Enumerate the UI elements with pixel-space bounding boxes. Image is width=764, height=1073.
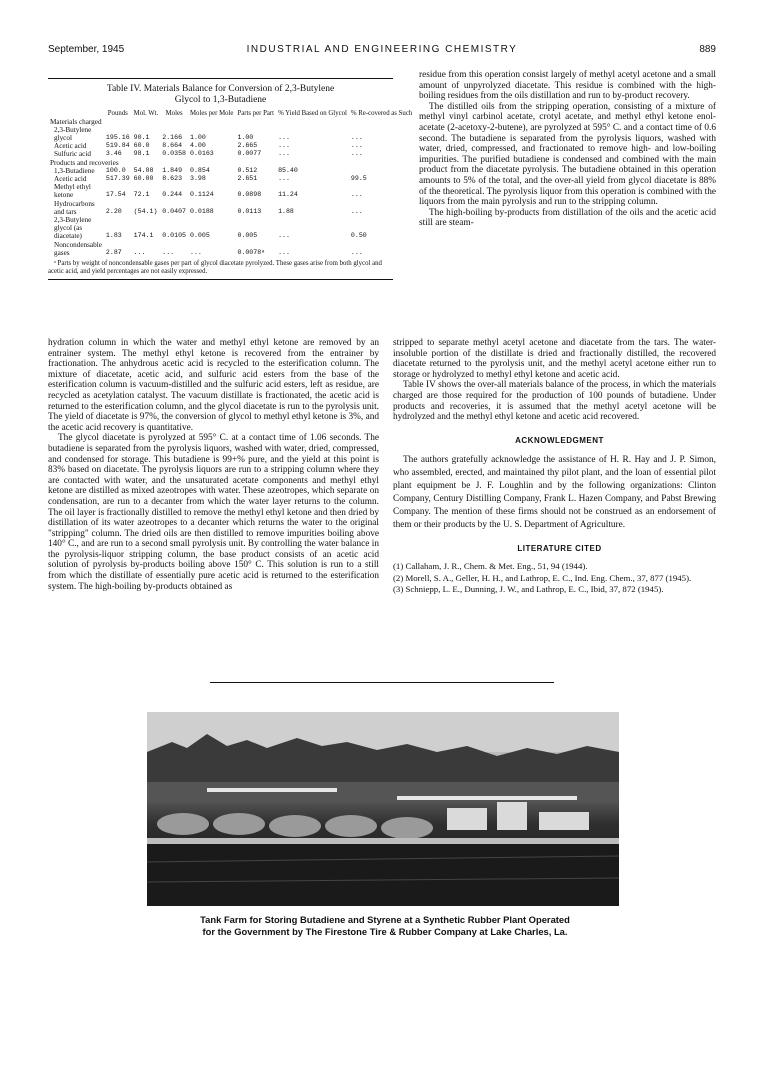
table-cell: ... bbox=[278, 175, 290, 183]
row-label: Sulfuric acid bbox=[54, 150, 91, 159]
table-cell: 8.623 bbox=[162, 175, 183, 183]
table-cell: 2.166 bbox=[162, 134, 183, 141]
table-cell: 0.0898 bbox=[237, 191, 262, 199]
paragraph: stripped to separate methyl acetyl acetone and diacetate from the tars. The water-insoluble portion of the distillate is dried and fractionally distilled, the recovered diacetate returned to the pyrolysis unit, and the methyl acetyl acetone either run to storage or hydrolyzed to methyl ethyl ketone and acetic acid. bbox=[393, 338, 716, 380]
header-cell-blank bbox=[48, 110, 104, 118]
table-row bbox=[48, 167, 414, 175]
paragraph: hydration column in which the water and methyl ethyl ketone are removed by an entrainer system. The methyl ethyl ketone is recovered from the entrainer by fractionation. The anhydrous acetic acid is recycled to the esterification column. The mixture of diacetate, acetic acid, and sulfuric acid esters from the base of the esterification column is vacuum-distilled and the sulfuric acid esters, left as residue, are recycled as acetylation catalyst. The vacuum distillate is fractionated, the acetic acid is returned to the esterification column, and the glycol diacetate is run to the pyrolysis unit. The yield of diacetate is 97%, the conversion of glycol to methyl ethyl ketone is 3%, and the acetic acid recovery is quantitative. bbox=[48, 338, 379, 433]
photo-caption bbox=[120, 914, 650, 938]
table-row bbox=[48, 142, 414, 150]
row-label: 1,3-Butadiene bbox=[54, 166, 95, 175]
table-top-rule bbox=[48, 78, 393, 79]
table-cell: 1.00 bbox=[237, 134, 254, 141]
table-caption bbox=[48, 84, 393, 106]
table-cell: 0.0105 bbox=[162, 232, 187, 240]
table-cell: 517.39 bbox=[105, 175, 130, 183]
table-cell bbox=[349, 167, 414, 175]
table-header-row bbox=[48, 110, 414, 118]
table-cell: ... bbox=[350, 134, 363, 141]
header-date: September, 1945 bbox=[48, 44, 125, 55]
table-cell: 2.651 bbox=[237, 175, 258, 183]
table-cell: 0.1124 bbox=[190, 191, 214, 199]
header-page-number: 889 bbox=[699, 44, 716, 55]
table-cell: 11.24 bbox=[278, 191, 298, 199]
section-title: Materials charged bbox=[50, 117, 102, 126]
paragraph: residue from this operation consist largely of methyl acetyl acetone and a small amount of unpyrolyzed diacetate. This residue is combined with the high-boiling residues from the oils distillation and run to by-product recovery. bbox=[419, 70, 716, 102]
table-cell: 90.1 bbox=[133, 134, 150, 141]
table-cell: 60.00 bbox=[133, 175, 154, 183]
table-cell: ... bbox=[278, 150, 290, 158]
table-row bbox=[48, 241, 414, 257]
table-caption-line1: Table IV. Materials Balance for Conversion of 2,3-Butylene bbox=[106, 84, 335, 94]
table-body bbox=[48, 118, 414, 257]
table-cell: 72.1 bbox=[133, 191, 150, 199]
photo-caption-line1: Tank Farm for Storing Butadiene and Styrene at a Synthetic Rubber Plant Operated bbox=[200, 914, 570, 925]
table-cell: 195.16 bbox=[105, 134, 130, 141]
reference-list bbox=[393, 561, 716, 596]
table-footnote: ᵃ Parts by weight of noncondensable gases per part of glycol diacetate pyrolyzed. These gases arise from both glycol and acetic acid, and yield percentages are not easily expressed. bbox=[48, 260, 382, 276]
table-cell: ... bbox=[350, 150, 363, 158]
table-cell: 8.664 bbox=[162, 142, 183, 150]
table-cell: 0.005 bbox=[237, 232, 258, 240]
table-cell: 0.244 bbox=[162, 191, 183, 199]
table-cell: ... bbox=[350, 248, 363, 256]
table-cell: ... bbox=[133, 248, 146, 256]
table-cell: ... bbox=[350, 142, 363, 150]
table-section-row bbox=[48, 159, 414, 167]
table-cell: 54.08 bbox=[133, 166, 154, 174]
row-label: Noncondensable gases bbox=[54, 240, 102, 257]
table-cell: ... bbox=[278, 232, 290, 240]
header-cell: Moles per Mole bbox=[190, 110, 234, 117]
table-section-row bbox=[48, 118, 414, 126]
table-cell: 0.0078ᵃ bbox=[237, 248, 266, 256]
table-row bbox=[48, 175, 414, 183]
table-row bbox=[48, 200, 414, 216]
table-cell: 2.20 bbox=[105, 207, 122, 215]
table-cell: ... bbox=[350, 191, 363, 199]
table-cell: ... bbox=[162, 248, 175, 256]
section-title: Products and recoveries bbox=[50, 158, 119, 167]
table-cell: 1.88 bbox=[278, 207, 294, 215]
table-cell: 85.40 bbox=[278, 166, 298, 174]
table-row bbox=[48, 150, 414, 158]
table-cell: 2.665 bbox=[237, 142, 258, 150]
table-cell: 100.0 bbox=[105, 166, 126, 174]
table-cell: (54.1) bbox=[133, 207, 158, 215]
table-cell: 0.0188 bbox=[190, 207, 214, 215]
reference-item: (1) Callaham, J. R., Chem. & Met. Eng., 51, 94 (1944). bbox=[393, 560, 588, 571]
header-cell: Pounds bbox=[107, 110, 128, 117]
running-header bbox=[48, 44, 716, 58]
table-cell: 99.5 bbox=[350, 175, 367, 183]
row-label: Acetic acid bbox=[54, 175, 87, 184]
table-cell: 0.0407 bbox=[162, 207, 187, 215]
table-cell: 1.83 bbox=[105, 232, 122, 240]
table-cell: 3.46 bbox=[105, 150, 122, 158]
acknowledgment-text: The authors gratefully acknowledge the assistance of H. R. Hay and J. P. Simon, who assembled, erected, and maintained thy pilot plant, and the loan of essential pilot plant equipment be J. F. Loughlin and by the following organizations: Clinton Company, Century Distilling Company, Frank L. Hazen Company, and Pabst Brewing Company. The mention of these firms should not be construed as an endorsement of them or their products by the U. S. Department of Agriculture. bbox=[393, 455, 716, 531]
table-cell: 17.54 bbox=[105, 191, 126, 199]
table-cell: 1.00 bbox=[190, 134, 206, 141]
table-iv bbox=[48, 78, 413, 280]
table-cell: 0.0358 bbox=[162, 150, 187, 158]
reference-item: (3) Schniepp, L. E., Dunning, J. W., and Lathrop, E. C., Ibid, 37, 872 (1945). bbox=[393, 584, 664, 595]
acknowledgment-heading: ACKNOWLEDGMENT bbox=[515, 435, 604, 445]
table-cell: 1.849 bbox=[162, 166, 183, 174]
table-cell: ... bbox=[278, 142, 290, 150]
table-cell: 3.98 bbox=[190, 175, 206, 183]
paragraph: The glycol diacetate is pyrolyzed at 595° C. at a contact time of 1.06 seconds. The butadiene is separated from the pyrolysis liquors, washed with water, dried, compressed, and condensed for storage. This butadiene is 99+% pure, and the yield at this point is 83% based on diacetate. The pyrolysis liquors are run to a stripping column where they are contacted with water, and the unsaturated acetate components and methyl ethyl ketone are distilled as mixed azeotropes with water. These azeotropes, which separate on condensation, are run to a decanter from which the water layer returns to the column. The oil layer is fractionally distilled to remove the methyl ethyl ketone and then dried by distillation of its water azeotropes to a decanter which returns the water to the original "stripping" column. The dried oils are then distilled to remove impurities boiling above 140° C., and are run to a second small pyrolysis unit. By controlling the water balance in the pyrolysis-liquor stripping column, the base product consists of an acetic acid solution of pyrolysis by-products boiling above 150° C. This solution is run to a still from which the distillate of essentially pure acetic acid is returned to the esterification system. The high-boiling by-products obtained as bbox=[48, 433, 379, 592]
table-cell: 0.0077 bbox=[237, 150, 262, 158]
table-row bbox=[48, 126, 414, 142]
right-column-body bbox=[393, 338, 716, 596]
row-label: 2,3-Butylene glycol bbox=[54, 125, 92, 142]
table-cell: 0.005 bbox=[190, 232, 210, 240]
table-caption-line2: Glycol to 1,3-Butadiene bbox=[174, 95, 267, 105]
table-cell: 60.0 bbox=[133, 142, 150, 150]
paragraph: Table IV shows the over-all materials balance of the process, in which the materials charged are those required for the production of 100 pounds of butadiene. Under products and recoveries, it is assumed that the methyl acetyl acetone will be hydrolyzed and the methyl ethyl ketone and acetic acid recovered. bbox=[393, 380, 716, 423]
tank-farm-photo bbox=[147, 712, 619, 906]
table-cell: ... bbox=[278, 248, 290, 256]
row-label: Acetic acid bbox=[54, 142, 87, 151]
right-column-top bbox=[419, 70, 716, 229]
table-cell: 2.87 bbox=[105, 248, 122, 256]
section-divider bbox=[210, 682, 554, 683]
table-cell: 98.1 bbox=[133, 150, 150, 158]
materials-balance-table bbox=[48, 110, 414, 257]
table-cell: 0.854 bbox=[190, 166, 210, 174]
table-row bbox=[48, 216, 414, 241]
literature-heading: LITERATURE CITED bbox=[517, 544, 602, 554]
header-journal: INDUSTRIAL AND ENGINEERING CHEMISTRY bbox=[246, 44, 518, 55]
table-bottom-rule bbox=[48, 279, 393, 280]
left-column-body bbox=[48, 338, 379, 592]
table-cell: 0.512 bbox=[237, 166, 258, 174]
tank-farm-illustration bbox=[147, 712, 619, 906]
header-cell: Parts per Part bbox=[237, 110, 275, 117]
table-cell: 0.50 bbox=[350, 232, 367, 240]
header-cell: % Re-covered as Such bbox=[350, 110, 413, 117]
table-cell: 0.0113 bbox=[237, 207, 262, 215]
table-row bbox=[48, 183, 414, 199]
paragraph: The high-boiling by-products from distillation of the oils and the acetic acid still are steam- bbox=[419, 207, 716, 229]
header-cell: Mol. Wt. bbox=[133, 110, 159, 117]
table-cell: 519.84 bbox=[105, 142, 130, 150]
row-label: 2,3-Butylene glycol (as diacetate) bbox=[54, 216, 92, 241]
table-cell: 174.1 bbox=[133, 232, 154, 240]
photo-caption-line2: for the Government by The Firestone Tire & Rubber Company at Lake Charles, La. bbox=[202, 926, 568, 937]
row-label: Hydrocarbons and tars bbox=[54, 199, 95, 216]
table-cell: 4.00 bbox=[190, 142, 206, 150]
table-cell: ... bbox=[190, 248, 202, 256]
header-cell: % Yield Based on Glycol bbox=[278, 110, 347, 117]
row-label: Methyl ethyl ketone bbox=[54, 183, 91, 200]
reference-item: (2) Morell, S. A., Geller, H. H., and Lathrop, E. C., Ind. Eng. Chem., 37, 877 (1945). bbox=[393, 572, 692, 583]
table-cell: ... bbox=[278, 134, 290, 141]
table-cell: ... bbox=[350, 207, 363, 215]
table-cell: 0.0163 bbox=[190, 150, 214, 158]
paragraph: The distilled oils from the stripping operation, consisting of a mixture of methyl vinyl carbinol acetate, crotyl acetate, and methyl ethyl ketone enol-acetate (2-acetoxy-2-butene), are pyrolyzed at 595° C. and a contact time of 0.6 second. The butadiene is separated from the pyrolysis liquors, washed with water, dried, compressed, and fractionated to remove high- and low-boiling impurities. The purified butadiene is condensed and combined with the main product from the diacetate pyrolysis. The butadiene obtained in this operation amounts to 5% of the total, and the over-all yield from glycol diacetate is 88% of the theoretical. The pyrolysis liquor from this operation is combined with the liquors from the main pyrolysis and run to the stripping column. bbox=[419, 101, 716, 208]
header-cell: Moles bbox=[165, 110, 183, 117]
